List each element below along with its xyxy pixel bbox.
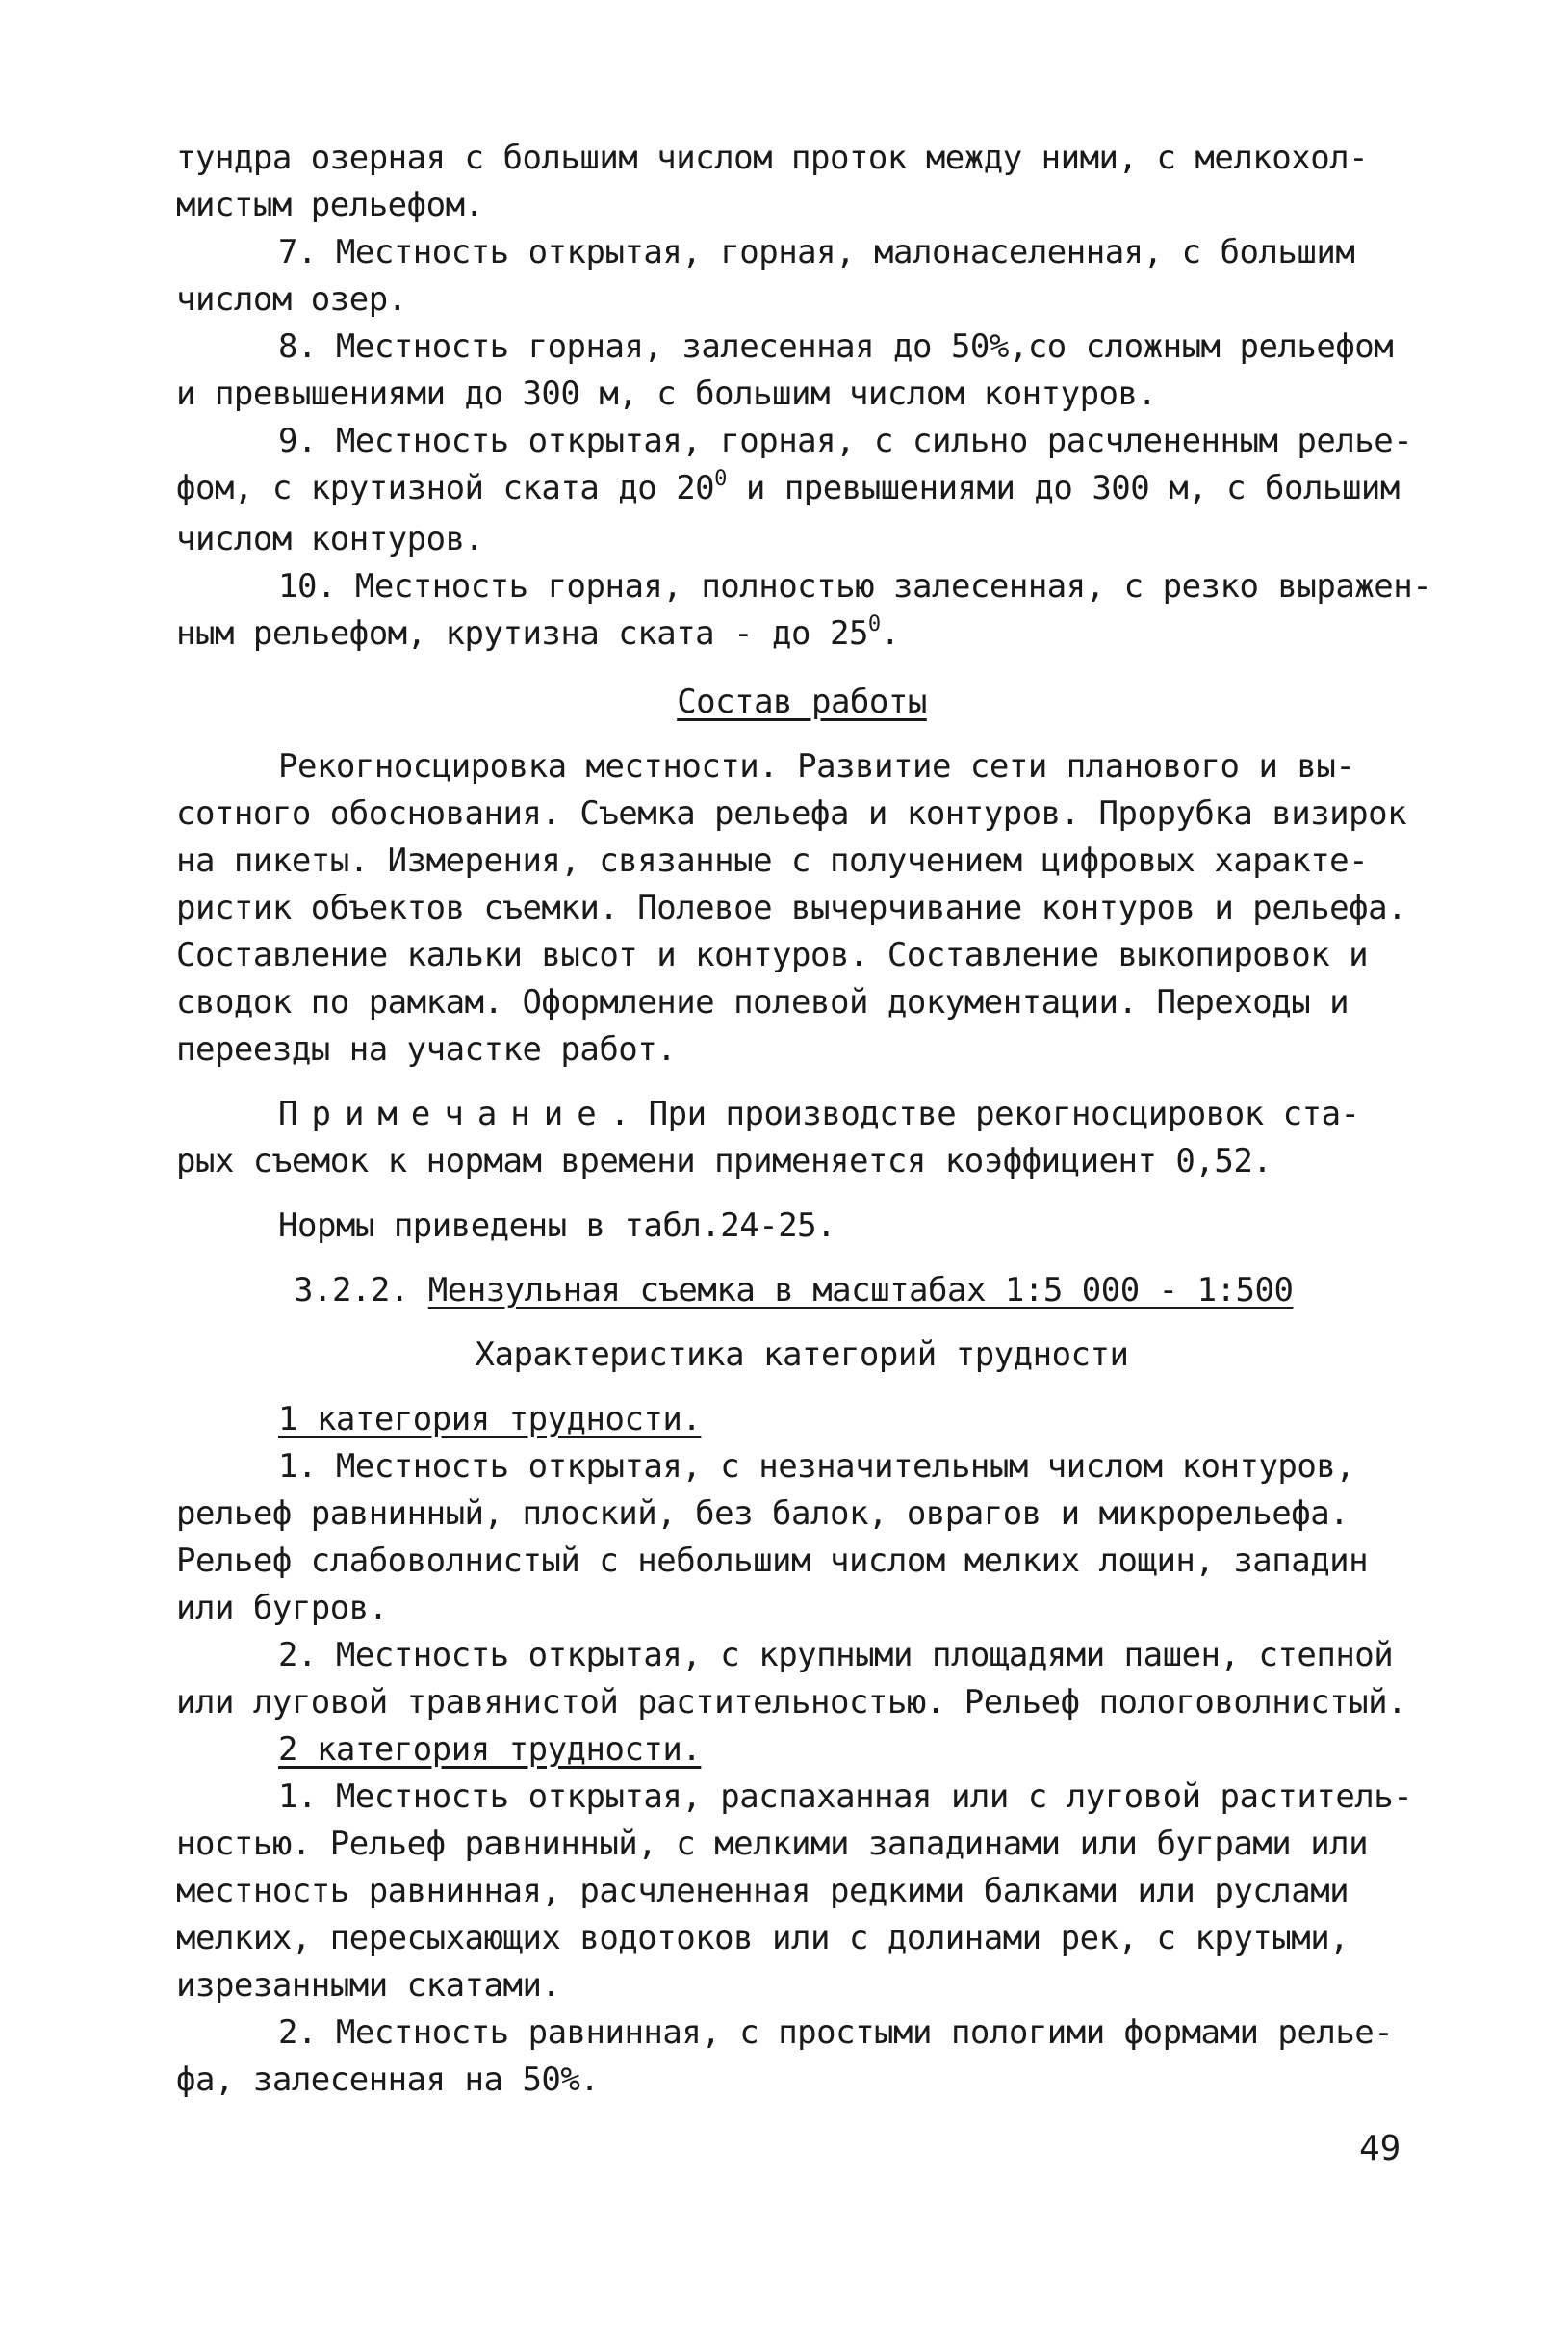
text-line: мелких, пересыхающих водотоков или с долинами рек, с крутыми,	[176, 1919, 1350, 1957]
category-2-heading	[176, 1726, 1427, 1774]
page-number: 49	[1359, 2129, 1401, 2168]
note-label: Примечание	[278, 1095, 610, 1133]
text-line: мистым рельефом.	[176, 186, 484, 224]
text-line: рельеф равнинный, плоский, без балок, оврагов и микрорельефа.	[176, 1494, 1350, 1533]
subsection-number: 3.2.2.	[294, 1271, 428, 1309]
text-line: или бугров.	[176, 1589, 388, 1627]
text-fragment: .	[880, 614, 900, 653]
category-1-heading	[176, 1396, 1427, 1443]
text-fragment: и превышениями до 300 м, с большим	[726, 469, 1400, 507]
section-heading-work-composition	[176, 679, 1427, 726]
paragraph-line: Рекогносцировка местности. Развитие сети планового и вы-	[278, 747, 1355, 786]
text-line: числом контуров.	[176, 520, 484, 558]
degree-superscript: 0	[867, 612, 881, 636]
degree-superscript: 0	[714, 467, 727, 491]
category-2-item: 2. Местность равнинная, с простыми пологими формами релье-	[278, 2013, 1394, 2052]
subsection-heading	[176, 1267, 1427, 1314]
paragraph-line: на пикеты. Измерения, связанные с получением цифровых характе-	[176, 842, 1369, 880]
paragraph-line: сводок по рамкам. Оформление полевой документации. Переходы и	[176, 983, 1350, 1022]
category-2-item: 1. Местность открытая, распаханная или с луговой раститель-	[278, 1777, 1413, 1816]
paragraph-line: сотного обоснования. Съемка рельефа и контуров. Прорубка визирок	[176, 794, 1407, 833]
difficulty-categories-heading: Характеристика категорий трудности	[475, 1335, 1129, 1374]
text-line: местность равнинная, расчлененная редкими балками или руслами	[176, 1872, 1350, 1910]
paragraph-line: переезды на участке работ.	[176, 1030, 677, 1069]
text-fragment: фом, с крутизной ската до 20	[176, 469, 715, 507]
text-line: Рельеф слабоволнистый с небольшим числом мелких лощин, западин	[176, 1542, 1369, 1580]
category-1-item: 2. Местность открытая, с крупными площадями пашен, степной	[278, 1636, 1394, 1674]
note-line	[176, 1091, 1427, 1138]
text-line: и превышениями до 300 м, с большим числом контуров.	[176, 375, 1157, 413]
list-item-7: 7. Местность открытая, горная, малонаселенная, с большим	[278, 233, 1355, 272]
category-1-item: 1. Местность открытая, с незначительным числом контуров,	[278, 1447, 1355, 1486]
text-line: числом озер.	[176, 280, 407, 319]
body-text	[176, 135, 1432, 2104]
text-line: изрезанными скатами.	[176, 1966, 561, 2005]
text-line: тундра озерная с большим числом проток между ними, с мелкохол-	[176, 139, 1369, 177]
list-item-9: 9. Местность открытая, горная, с сильно расчлененным релье-	[278, 422, 1413, 460]
text-line	[176, 610, 1427, 661]
paragraph-line: Составление кальки высот и контуров. Составление выкопировок и	[176, 936, 1369, 974]
list-item-8: 8. Местность горная, залесенная до 50%,со сложным рельефом	[278, 327, 1394, 366]
subsection-title: Мензульная съемка в масштабах 1:5 000 - 1:500	[427, 1271, 1294, 1309]
list-item-10: 10. Местность горная, полностью залесенная, с резко выражен-	[278, 567, 1432, 606]
category-title: 1 категория трудности.	[278, 1400, 702, 1438]
note-text: . При производстве рекогносцировок ста-	[609, 1095, 1360, 1133]
text-fragment: ным рельефом, крутизна ската - до 25	[176, 614, 868, 653]
text-line: ностью. Рельеф равнинный, с мелкими западинами или буграми или	[176, 1825, 1369, 1863]
paragraph-line: ристик объектов съемки. Полевое вычерчивание контуров и рельефа.	[176, 889, 1407, 927]
category-title: 2 категория трудности.	[278, 1730, 702, 1769]
text-line: или луговой травянистой растительностью. Рельеф пологоволнистый.	[176, 1683, 1407, 1722]
heading-text: Состав работы	[677, 683, 927, 721]
note-line: рых съемок к нормам времени применяется коэффициент 0,52.	[176, 1142, 1272, 1180]
text-line: фа, залесенная на 50%.	[176, 2060, 600, 2099]
norms-reference: Нормы приведены в табл.24-25.	[278, 1206, 836, 1245]
text-line	[176, 465, 1427, 516]
